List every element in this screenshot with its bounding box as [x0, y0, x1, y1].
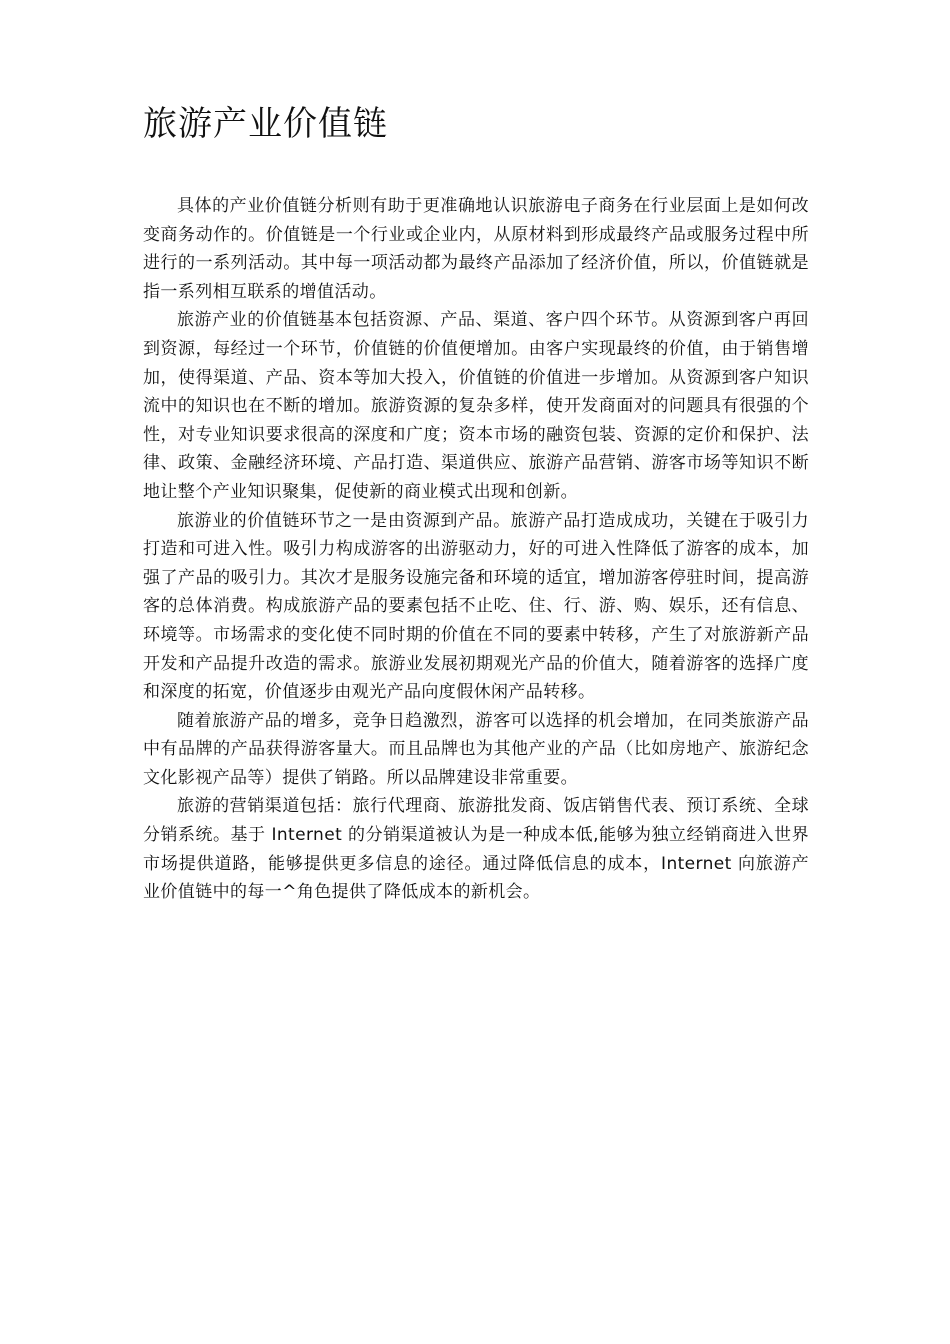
paragraph-value-chain-definition: 具体的产业价值链分析则有助于更准确地认识旅游电子商务在行业层面上是如何改变商务动作的。价值链是一个行业或企业内，从原材料到形成最终产品或服务过程中所进行的一系列活动。其中每一项活动都为最终产品添加了经济价值，所以，价值链就是指一系列相互联系的增值活动。: [143, 196, 809, 302]
paragraph-brand-building: 随着旅游产品的增多，竞争日趋激烈，游客可以选择的机会增加，在同类旅游产品中有品牌的产品获得游客量大。而且品牌也为其他产业的产品（比如房地产、旅游纪念文化影视产品等）提供了销路。所以品牌建设非常重要。: [143, 710, 809, 788]
document-title: 旅游产业价值链: [143, 104, 388, 144]
paragraph-marketing-channels: 旅游的营销渠道包括：旅行代理商、旅游批发商、饭店销售代表、预订系统、全球分销系统。基于 Internet 的分销渠道被认为是一种成本低,能够为独立经销商进入世界市场提供道路，能够提供更多信息的途径。通过降低信息的成本，Internet 向旅游产业价值链中的每一^角色提供了降低成本的新机会。: [143, 796, 809, 903]
paragraph-resource-to-product: 旅游业的价值链环节之一是由资源到产品。旅游产品打造成成功，关键在于吸引力打造和可进入性。吸引力构成游客的出游驱动力，好的可进入性降低了游客的成本，加强了产品的吸引力。其次才是服务设施完备和环境的适宜，增加游客停驻时间，提高游客的总体消费。构成旅游产品的要素包括不止吃、住、行、游、购、娱乐，还有信息、环境等。市场需求的变化使不同时期的价值在不同的要素中转移，产生了对旅游新产品开发和产品提升改造的需求。旅游业发展初期观光产品的价值大，随着游客的选择广度和深度的拓宽，价值逐步由观光产品向度假休闲产品转移。: [143, 510, 809, 703]
document-body: [143, 192, 809, 907]
paragraph-value-chain-links: 旅游产业的价值链基本包括资源、产品、渠道、客户四个环节。从资源到客户再回到资源，每经过一个环节，价值链的价值便增加。由客户实现最终的价值，由于销售增加，使得渠道、产品、资本等加大投入，价值链的价值进一步增加。从资源到客户知识流中的知识也在不断的增加。旅游资源的复杂多样，使开发商面对的问题具有很强的个性，对专业知识要求很高的深度和广度；资本市场的融资包装、资源的定价和保护、法律、政策、金融经济环境、产品打造、渠道供应、旅游产品营销、游客市场等知识不断地让整个产业知识聚集，促使新的商业模式出现和创新。: [143, 310, 809, 502]
